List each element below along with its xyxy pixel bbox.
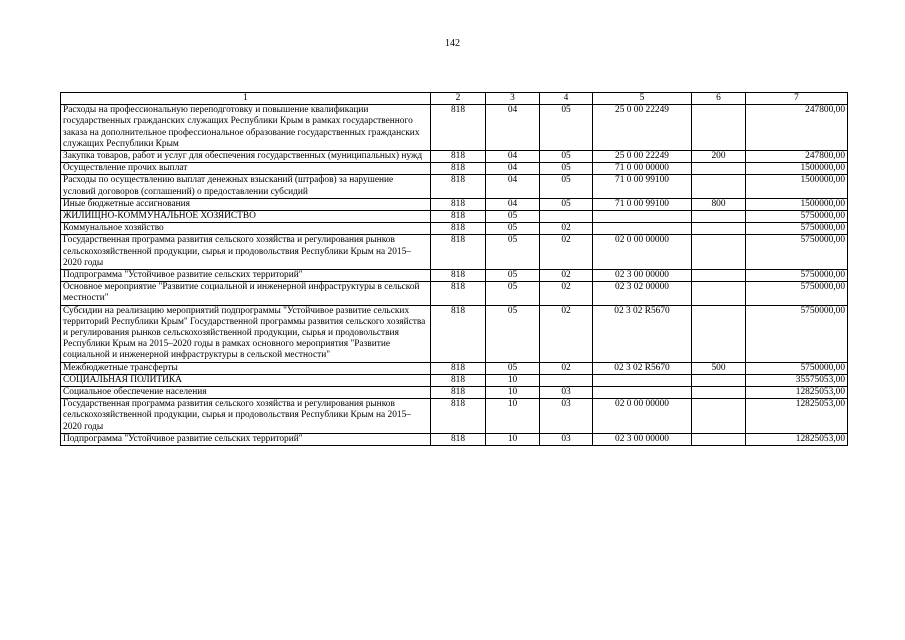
header-col-4: 4: [540, 93, 593, 105]
row-name-cell: СОЦИАЛЬНАЯ ПОЛИТИКА: [61, 374, 431, 386]
table-row: [61, 374, 848, 386]
row-name-cell: Расходы по осуществлению выплат денежных взысканий (штрафов) за нарушение условий договоров (соглашений) о предоставлении субсидий: [61, 175, 431, 198]
row-section-cell: 04: [486, 105, 540, 151]
row-admin-code-cell: 818: [431, 163, 486, 175]
row-name-cell: Субсидии на реализацию мероприятий подпрограммы "Устойчивое развитие сельских территорий Республики Крым" Государственной программы развития сельского хозяйства и регулирования рынков сельскохозяйственной продукции, сырья и продовольствия Республики Крым на 2015–2020 годы в рамках основного мероприятия "Развитие социальной и инженерной инфраструктуры в сельской местности": [61, 305, 431, 362]
row-name-cell: Осуществление прочих выплат: [61, 163, 431, 175]
table-row: [61, 399, 848, 434]
row-subsection-cell: [540, 374, 593, 386]
row-name-cell: Государственная программа развития сельского хозяйства и регулирования рынков сельскохозяйственной продукции, сырья и продовольствия Республики Крым на 2015–2020 годы: [61, 235, 431, 270]
row-expense-type-cell: [692, 399, 746, 434]
table-row: [61, 433, 848, 445]
row-expense-type-cell: [692, 387, 746, 399]
table-row: [61, 305, 848, 362]
row-name-cell: Государственная программа развития сельского хозяйства и регулирования рынков сельскохозяйственной продукции, сырья и продовольствия Республики Крым на 2015–2020 годы: [61, 399, 431, 434]
row-name-cell: Социальное обеспечение населения: [61, 387, 431, 399]
row-expense-type-cell: [692, 282, 746, 305]
table-row: [61, 163, 848, 175]
table-body: [61, 105, 848, 446]
row-amount-cell: 247800,00: [746, 151, 848, 163]
row-name-cell: Расходы на профессиональную переподготовку и повышение квалификации государственных гражданских служащих Республики Крым в рамках государственного заказа на дополнительное профессиональное образование государственных гражданских служащих Республики Крым: [61, 105, 431, 151]
row-amount-cell: 1500000,00: [746, 175, 848, 198]
row-admin-code-cell: 818: [431, 175, 486, 198]
row-admin-code-cell: 818: [431, 198, 486, 210]
row-target-article-cell: [593, 211, 692, 223]
row-section-cell: 05: [486, 282, 540, 305]
row-amount-cell: 5750000,00: [746, 362, 848, 374]
row-expense-type-cell: 500: [692, 362, 746, 374]
row-target-article-cell: 71 0 00 00000: [593, 163, 692, 175]
row-name-cell: Основное мероприятие "Развитие социальной и инженерной инфраструктуры в сельской местности": [61, 282, 431, 305]
row-subsection-cell: 02: [540, 362, 593, 374]
row-subsection-cell: 05: [540, 175, 593, 198]
row-expense-type-cell: [692, 433, 746, 445]
table-row: [61, 235, 848, 270]
row-expense-type-cell: [692, 163, 746, 175]
table-header-row: [61, 93, 848, 105]
row-admin-code-cell: 818: [431, 433, 486, 445]
table-row: [61, 105, 848, 151]
row-amount-cell: 35575053,00: [746, 374, 848, 386]
header-col-5: 5: [593, 93, 692, 105]
row-target-article-cell: 02 3 00 00000: [593, 433, 692, 445]
row-admin-code-cell: 818: [431, 223, 486, 235]
row-name-cell: Закупка товаров, работ и услуг для обеспечения государственных (муниципальных) нужд: [61, 151, 431, 163]
row-target-article-cell: 02 0 00 00000: [593, 399, 692, 434]
row-subsection-cell: 05: [540, 198, 593, 210]
row-amount-cell: 1500000,00: [746, 163, 848, 175]
row-admin-code-cell: 818: [431, 235, 486, 270]
row-amount-cell: 5750000,00: [746, 305, 848, 362]
row-target-article-cell: [593, 387, 692, 399]
row-target-article-cell: 02 0 00 00000: [593, 235, 692, 270]
row-amount-cell: 5750000,00: [746, 235, 848, 270]
table-row: [61, 270, 848, 282]
row-target-article-cell: 71 0 00 99100: [593, 198, 692, 210]
header-col-1: 1: [61, 93, 431, 105]
page-number: 142: [445, 38, 460, 49]
header-col-3: 3: [486, 93, 540, 105]
row-name-cell: Иные бюджетные ассигнования: [61, 198, 431, 210]
row-admin-code-cell: 818: [431, 282, 486, 305]
row-subsection-cell: [540, 211, 593, 223]
table-row: [61, 151, 848, 163]
row-section-cell: 10: [486, 433, 540, 445]
row-section-cell: 10: [486, 374, 540, 386]
row-target-article-cell: [593, 223, 692, 235]
row-amount-cell: 12825053,00: [746, 399, 848, 434]
row-amount-cell: 5750000,00: [746, 211, 848, 223]
row-subsection-cell: 02: [540, 223, 593, 235]
row-section-cell: 10: [486, 399, 540, 434]
table-row: [61, 198, 848, 210]
row-expense-type-cell: 200: [692, 151, 746, 163]
row-section-cell: 05: [486, 270, 540, 282]
row-section-cell: 04: [486, 163, 540, 175]
row-amount-cell: 5750000,00: [746, 282, 848, 305]
row-section-cell: 05: [486, 211, 540, 223]
row-subsection-cell: 03: [540, 387, 593, 399]
row-target-article-cell: 25 0 00 22249: [593, 151, 692, 163]
row-section-cell: 04: [486, 198, 540, 210]
budget-table: [60, 92, 848, 446]
row-target-article-cell: [593, 374, 692, 386]
row-target-article-cell: 25 0 00 22249: [593, 105, 692, 151]
row-expense-type-cell: [692, 223, 746, 235]
row-section-cell: 10: [486, 387, 540, 399]
row-expense-type-cell: [692, 270, 746, 282]
header-col-7: 7: [746, 93, 848, 105]
row-amount-cell: 12825053,00: [746, 387, 848, 399]
row-expense-type-cell: [692, 211, 746, 223]
row-subsection-cell: 03: [540, 433, 593, 445]
row-section-cell: 05: [486, 235, 540, 270]
row-amount-cell: 1500000,00: [746, 198, 848, 210]
row-admin-code-cell: 818: [431, 105, 486, 151]
header-col-6: 6: [692, 93, 746, 105]
row-subsection-cell: 05: [540, 163, 593, 175]
row-expense-type-cell: [692, 305, 746, 362]
row-subsection-cell: 02: [540, 235, 593, 270]
row-section-cell: 05: [486, 223, 540, 235]
row-section-cell: 05: [486, 305, 540, 362]
row-amount-cell: 5750000,00: [746, 270, 848, 282]
row-section-cell: 04: [486, 151, 540, 163]
row-admin-code-cell: 818: [431, 270, 486, 282]
table-row: [61, 175, 848, 198]
row-subsection-cell: 03: [540, 399, 593, 434]
row-subsection-cell: 05: [540, 151, 593, 163]
row-amount-cell: 5750000,00: [746, 223, 848, 235]
row-expense-type-cell: [692, 175, 746, 198]
table-row: [61, 387, 848, 399]
row-target-article-cell: 02 3 02 R5670: [593, 305, 692, 362]
row-amount-cell: 12825053,00: [746, 433, 848, 445]
table-row: [61, 223, 848, 235]
row-admin-code-cell: 818: [431, 387, 486, 399]
row-name-cell: Межбюджетные трансферты: [61, 362, 431, 374]
row-target-article-cell: 02 3 02 00000: [593, 282, 692, 305]
table-row: [61, 362, 848, 374]
row-name-cell: ЖИЛИЩНО-КОММУНАЛЬНОЕ ХОЗЯЙСТВО: [61, 211, 431, 223]
header-col-2: 2: [431, 93, 486, 105]
row-subsection-cell: 02: [540, 270, 593, 282]
row-admin-code-cell: 818: [431, 399, 486, 434]
row-target-article-cell: 02 3 00 00000: [593, 270, 692, 282]
row-section-cell: 05: [486, 362, 540, 374]
row-subsection-cell: 02: [540, 305, 593, 362]
row-admin-code-cell: 818: [431, 151, 486, 163]
row-name-cell: Коммунальное хозяйство: [61, 223, 431, 235]
row-admin-code-cell: 818: [431, 305, 486, 362]
row-expense-type-cell: [692, 374, 746, 386]
table-row: [61, 211, 848, 223]
row-name-cell: Подпрограмма "Устойчивое развитие сельских территорий": [61, 270, 431, 282]
row-expense-type-cell: [692, 105, 746, 151]
row-target-article-cell: 71 0 00 99100: [593, 175, 692, 198]
row-name-cell: Подпрограмма "Устойчивое развитие сельских территорий": [61, 433, 431, 445]
row-section-cell: 04: [486, 175, 540, 198]
row-subsection-cell: 05: [540, 105, 593, 151]
row-admin-code-cell: 818: [431, 374, 486, 386]
row-expense-type-cell: 800: [692, 198, 746, 210]
row-admin-code-cell: 818: [431, 362, 486, 374]
row-admin-code-cell: 818: [431, 211, 486, 223]
table-row: [61, 282, 848, 305]
row-expense-type-cell: [692, 235, 746, 270]
row-subsection-cell: 02: [540, 282, 593, 305]
row-target-article-cell: 02 3 02 R5670: [593, 362, 692, 374]
row-amount-cell: 247800,00: [746, 105, 848, 151]
